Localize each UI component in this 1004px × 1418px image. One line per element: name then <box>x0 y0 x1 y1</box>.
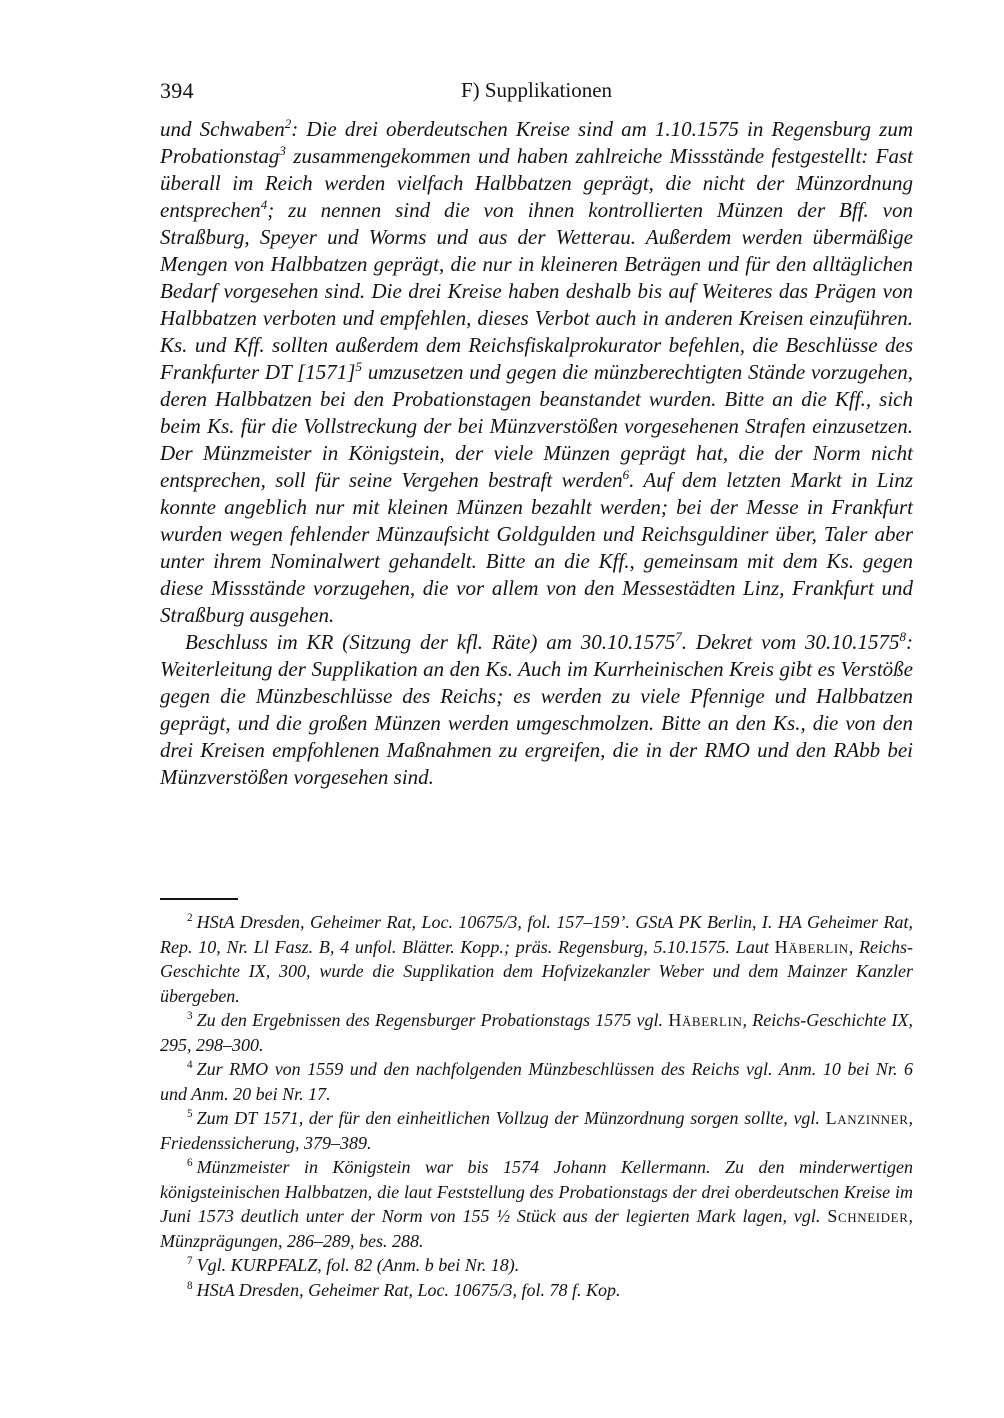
footnote-reference: 7 <box>675 629 682 644</box>
footnote-reference: 8 <box>899 629 906 644</box>
text-run: Zum DT 1571, der für den einheitlichen Vollzug der Münzordnung sorgen sollte, vgl. <box>196 1108 826 1128</box>
footnote-item <box>160 1106 913 1155</box>
text-run: Zur RMO von 1559 und den nachfolgenden Münzbeschlüssen des Reichs vgl. Anm. 10 bei Nr. 6 und Anm. 20 bei Nr. 17. <box>160 1059 913 1104</box>
smallcaps-author-name: Häberlin <box>774 936 849 957</box>
text-run: Münzmeister in Königstein war bis 1574 Johann Kellermann. Zu den minderwertigen königsteinischen Halbbatzen, die laut Feststellung des Probationstags der drei oberdeutschen Kreise im Juni 1573 deutlich unter der Norm von 155 ½ Stück aus der legierten Mark lagen, vgl. <box>160 1157 913 1226</box>
text-run: . Auf dem letzten Markt in Linz konnte angeblich nur mit kleinen Münzen bezahlt werden; bei der Messe in Frankfurt wurden wegen fehlender Münzaufsicht Goldgulden und Reichsguldiner über, Taler aber unter ihrem Nominalwert gehandelt. Bitte an die Kff., gemeinsam mit dem Ks. gegen diese Missstände vorzugehen, die vor allem von den Messestädten Linz, Frankfurt und Straßburg ausgehen. <box>160 468 913 627</box>
text-run: und Schwaben <box>160 117 285 141</box>
text-run: : Weiterleitung der Supplikation an den Ks. Auch im Kurrheinischen Kreis gibt es Verstöße gegen die Münzbeschlüsse des Reichs; es werden zu viele Pfennige und Halbbatzen geprägt, und die großen Münzen werden umgeschmolzen. Bitte an den Ks., die von den drei Kreisen empfohlenen Maßnahmen zu ergreifen, die in der RMO und den RAbb bei Münzverstößen vorgesehen sind. <box>160 630 913 789</box>
footnote-item <box>160 1008 913 1057</box>
text-run: HStA Dresden, Geheimer Rat, Loc. 10675/3, fol. 157–159’. GStA PK Berlin, I. HA Geheimer Rat, Rep. 10, Nr. Ll Fasz. B, 4 unfol. Blätter. Kopp.; präs. Regensburg, 5.10.1575. Laut <box>160 912 913 957</box>
text-run: , Friedenssicherung, 379–389. <box>160 1108 913 1153</box>
footnote-item <box>160 910 913 1008</box>
body-text <box>160 116 913 791</box>
footnote-number: 3 <box>187 1010 193 1022</box>
running-head-title: F) Supplikationen <box>460 78 613 102</box>
page-number: 394 <box>160 78 194 103</box>
smallcaps-author-name: Schneider <box>827 1206 909 1226</box>
footnote-reference: 3 <box>279 143 286 158</box>
footnote-number: 6 <box>187 1157 193 1169</box>
text-run: Vgl. KURPFALZ, fol. 82 (Anm. b bei Nr. 18). <box>196 1255 520 1275</box>
footnote-reference: 4 <box>260 197 268 212</box>
text-run: : Die drei oberdeutschen Kreise sind am 1.10.1575 in Regensburg zum Probationstag <box>160 117 913 168</box>
footnote-reference: 5 <box>355 359 362 374</box>
footnote-item <box>160 1057 913 1106</box>
text-run: . Dekret vom 30.10.1575 <box>681 630 900 654</box>
body-paragraph <box>160 116 913 629</box>
footnote-number: 7 <box>187 1255 193 1267</box>
smallcaps-author-name: Lanzinner <box>825 1108 909 1128</box>
text-run: umzusetzen und gegen die münzberechtigten Stände vorzugehen, deren Halbbatzen bei den Probationstagen beanstandet wurden. Bitte an die Kff., sich beim Ks. für die Vollstreckung der bei Münzverstößen vorgesehenen Strafen einzusetzen. Der Münzmeister in Königstein, der viele Münzen geprägt hat, die der Norm nicht entsprechen, soll für seine Vergehen bestraft werden <box>160 360 913 492</box>
footnote-number: 5 <box>187 1108 193 1120</box>
footnotes-section <box>160 898 913 1302</box>
text-run: , Reichs-Geschichte IX, 295, 298–300. <box>160 1010 913 1055</box>
text-run: Beschluss im KR (Sitzung der kfl. Räte) am 30.10.1575 <box>185 630 676 654</box>
footnote-separator <box>160 898 238 900</box>
footnote-reference: 2 <box>284 116 292 131</box>
text-run: , Reichs-Geschichte IX, 300, wurde die Supplikation dem Hofvizekanzler Weber und dem Mainzer Kanzler übergeben. <box>160 936 913 1006</box>
text-run: ; zu nennen sind die von ihnen kontrollierten Münzen der Bff. von Straßburg, Speyer und Worms und aus der Wetterau. Außerdem werden übermäßige Mengen von Halbbatzen geprägt, die nur in kleineren Beträgen und für den alltäglichen Bedarf vorgesehen sind. Die drei Kreise haben deshalb bis auf Weiteres das Prägen von Halbbatzen verboten und empfehlen, dieses Verbot auch in anderen Kreisen einzuführen. Ks. und Kff. sollten außerdem dem Reichsfiskalprokurator befehlen, die Beschlüsse des Frankfurter DT [1571] <box>160 198 913 384</box>
text-run: zusammengekommen und haben zahlreiche Missstände festgestellt: Fast überall im Reich werden vielfach Halbbatzen geprägt, die nicht der Münzordnung entsprechen <box>160 144 913 222</box>
body-paragraph <box>160 629 913 791</box>
footnote-item <box>160 1278 913 1303</box>
footnote-number: 4 <box>187 1059 193 1071</box>
running-header <box>160 78 913 104</box>
text-run: HStA Dresden, Geheimer Rat, Loc. 10675/3, fol. 78 f. Kop. <box>196 1279 621 1300</box>
footnote-number: 8 <box>187 1279 193 1292</box>
footnotes-list <box>160 910 913 1302</box>
footnote-number: 2 <box>187 912 193 924</box>
footnote-item <box>160 1155 913 1253</box>
text-run: , Münzprägungen, 286–289, bes. 288. <box>160 1206 913 1251</box>
text-run: Zu den Ergebnissen des Regensburger Probationstags 1575 vgl. <box>196 1010 669 1030</box>
footnote-reference: 6 <box>622 467 630 482</box>
smallcaps-author-name: Häberlin <box>668 1010 743 1030</box>
footnote-item <box>160 1253 913 1278</box>
